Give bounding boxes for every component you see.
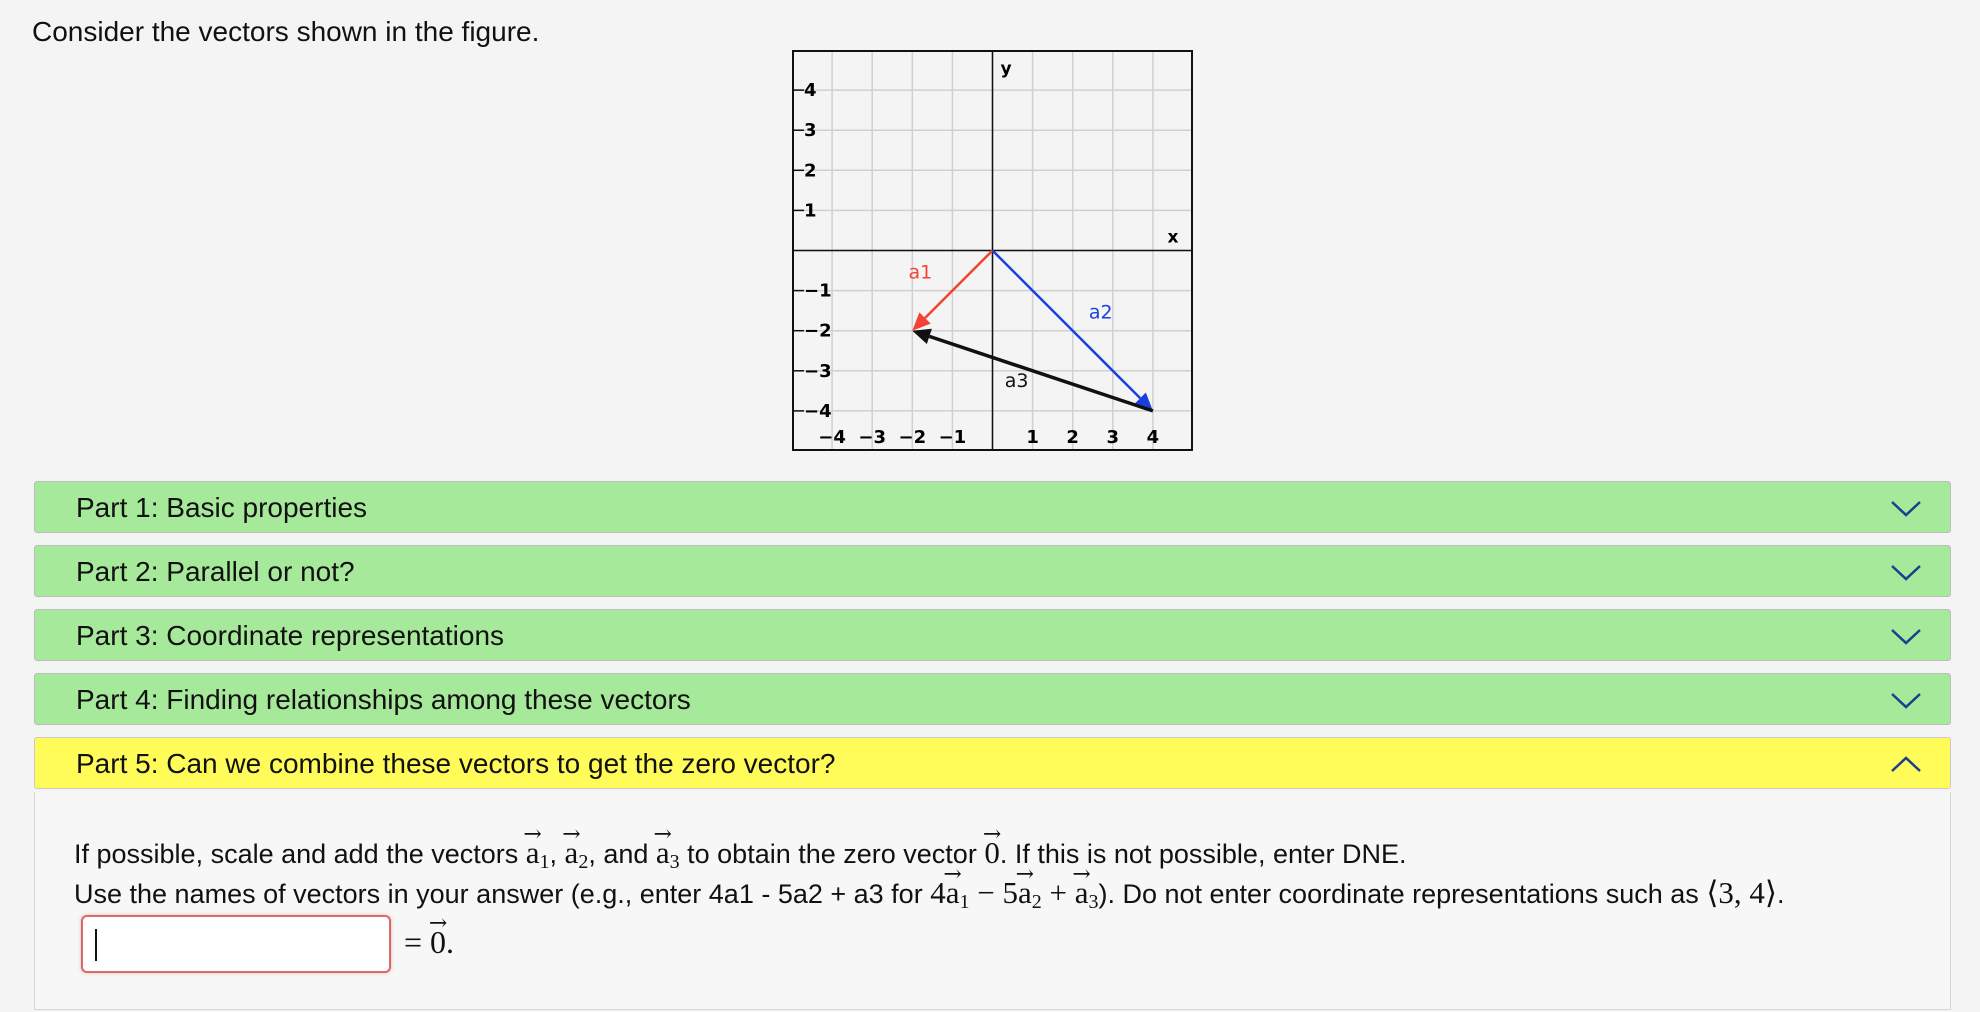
y-tick-label: 3 xyxy=(804,120,817,142)
answer-input[interactable] xyxy=(81,915,391,973)
part-5-header[interactable] xyxy=(34,737,1951,789)
part-2-header[interactable] xyxy=(34,545,1951,597)
part-1-title: Part 1: Basic properties xyxy=(76,492,368,523)
chevron-down-icon[interactable] xyxy=(1888,558,1924,586)
part-3-header[interactable] xyxy=(34,609,1951,661)
part-4-title: Part 4: Finding relationships among these vectors xyxy=(76,684,691,715)
chevron-up-icon[interactable] xyxy=(1888,750,1924,778)
chevron-down-icon[interactable] xyxy=(1888,686,1924,714)
x-tick-label: −1 xyxy=(938,427,967,448)
equals-zero-vector: = → 0. xyxy=(404,922,454,962)
x-tick-label: 4 xyxy=(1146,427,1160,448)
part-2-title: Part 2: Parallel or not? xyxy=(76,556,355,587)
part-1-header[interactable] xyxy=(34,481,1951,533)
x-tick-label: 3 xyxy=(1106,427,1120,448)
x-axis-label: x xyxy=(1167,227,1179,248)
x-tick-label: −4 xyxy=(818,427,846,448)
vector-a1-shaft xyxy=(925,251,992,318)
x-tick-label: −2 xyxy=(898,427,927,448)
part-4-header[interactable] xyxy=(34,673,1951,725)
vector-a2-label: a2 xyxy=(1088,301,1113,324)
y-axis-label: y xyxy=(1000,59,1012,80)
y-tick-label: −3 xyxy=(804,360,832,382)
text-caret xyxy=(95,929,97,961)
x-tick-label: 2 xyxy=(1066,427,1079,448)
intro-text: Consider the vectors shown in the figure. xyxy=(32,16,540,47)
chevron-down-icon[interactable] xyxy=(1888,622,1924,650)
x-tick-label: −3 xyxy=(858,427,887,448)
y-tick-label: 4 xyxy=(804,80,817,102)
y-tick-label: 1 xyxy=(804,200,817,222)
vector-a3-shaft xyxy=(929,336,1153,411)
x-tick-label: 1 xyxy=(1026,427,1039,448)
vector-a1-label: a1 xyxy=(908,261,933,284)
instruction-line-1: If possible, scale and add the vectors → $a_1$, → $a_2$, and → $a_3$ to obtain the zero vector → 0. If this is not possible, enter DNE. xyxy=(74,836,1407,879)
vector-a3-head xyxy=(912,329,932,344)
vector-a3-label: a3 xyxy=(1004,369,1029,392)
part-5-title: Part 5: Can we combine these vectors to get the zero vector? xyxy=(76,748,836,779)
y-tick-label: −4 xyxy=(804,400,832,422)
vector-figure xyxy=(792,50,1193,451)
instruction-line-2: Use the names of vectors in your answer (e.g., enter 4a1 - 5a2 + a3 for $4\to a_1 - 5\to a_2$ + → $a_3$). Do not enter coordinate representations such as ⟨3, 4⟩. xyxy=(74,876,1785,919)
y-tick-label: −2 xyxy=(804,320,832,342)
chevron-down-icon[interactable] xyxy=(1888,494,1924,522)
y-tick-label: 2 xyxy=(804,160,817,182)
part-3-title: Part 3: Coordinate representations xyxy=(76,620,505,651)
y-tick-label: −1 xyxy=(804,280,832,302)
